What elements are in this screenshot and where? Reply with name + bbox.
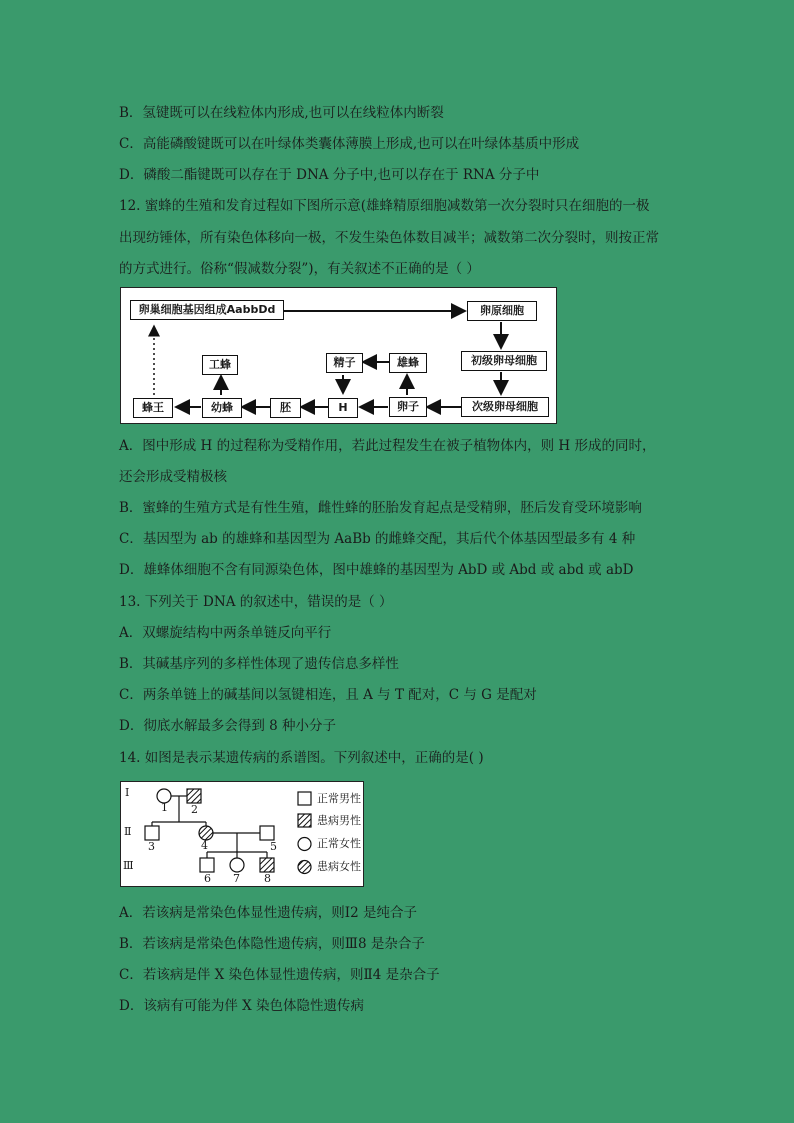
option-text: D．磷酸二酯键既可以存在于 DNA 分子中,也可以存在于 RNA 分子中 bbox=[119, 167, 540, 183]
individual-5-normal-male bbox=[260, 826, 274, 840]
generation-label: Ⅰ bbox=[125, 786, 130, 799]
individual-id: 6 bbox=[204, 872, 211, 885]
question-12-stem: 的方式进行。俗称“假减数分裂”)，有关叙述不正确的是（ ） bbox=[119, 261, 480, 277]
pedigree-chart bbox=[120, 781, 364, 887]
option-text: C．基因型为 ab 的雄蜂和基因型为 AaBb 的雌蜂交配，其后代个体基因型最多有 4 种 bbox=[119, 531, 636, 547]
legend-normal-male-symbol bbox=[298, 792, 311, 805]
node-H: H bbox=[328, 398, 358, 418]
option-text: 还会形成受精极核 bbox=[119, 469, 227, 485]
node-oogonium: 卵原细胞 bbox=[467, 301, 537, 321]
node-ovary-genotype: 卵巢细胞基因组成AabbDd bbox=[130, 300, 284, 320]
individual-id: 1 bbox=[161, 801, 168, 814]
individual-8-affected-male bbox=[260, 858, 274, 872]
generation-label: Ⅱ bbox=[124, 825, 132, 838]
node-egg: 卵子 bbox=[389, 397, 427, 417]
bee-reproduction-diagram bbox=[120, 287, 557, 424]
individual-3-normal-male bbox=[145, 826, 159, 840]
individual-id: 4 bbox=[201, 839, 208, 852]
legend-label: 患病女性 bbox=[317, 860, 361, 873]
question-12-stem: 12. 蜜蜂的生殖和发育过程如下图所示意(雄蜂精原细胞减数第一次分裂时只在细胞的一极 bbox=[119, 198, 650, 214]
individual-id: 8 bbox=[264, 872, 271, 885]
legend-affected-female-symbol bbox=[298, 861, 311, 874]
option-text: A．图中形成 H 的过程称为受精作用，若此过程发生在被子植物体内，则 H 形成的同时， bbox=[119, 438, 656, 454]
node-queen: 蜂王 bbox=[133, 398, 173, 418]
legend-label: 正常男性 bbox=[317, 792, 361, 805]
option-text: C．若该病是伴 X 染色体显性遗传病，则Ⅱ4 是杂合子 bbox=[119, 967, 440, 983]
legend-affected-male-symbol bbox=[298, 814, 311, 827]
legend-normal-female-symbol bbox=[298, 838, 311, 851]
node-drone: 雄蜂 bbox=[389, 353, 427, 373]
option-text: B．氢键既可以在线粒体内形成,也可以在线粒体内断裂 bbox=[119, 105, 444, 121]
individual-id: 5 bbox=[270, 840, 277, 853]
node-larva: 幼蜂 bbox=[202, 398, 242, 418]
option-text: D．该病有可能为伴 X 染色体隐性遗传病 bbox=[119, 998, 365, 1014]
individual-id: 7 bbox=[233, 872, 240, 885]
individual-6-normal-male bbox=[200, 858, 214, 872]
option-text: A．双螺旋结构中两条单链反向平行 bbox=[119, 625, 332, 641]
node-primary-oocyte: 初级卵母细胞 bbox=[461, 351, 547, 371]
option-text: B．若该病是常染色体隐性遗传病，则Ⅲ8 是杂合子 bbox=[119, 936, 425, 952]
question-14-stem: 14. 如图是表示某遗传病的系谱图。下列叙述中，正确的是( ) bbox=[119, 750, 484, 766]
individual-4-affected-female bbox=[199, 826, 213, 840]
option-text: D．彻底水解最多会得到 8 种小分子 bbox=[119, 718, 336, 734]
node-sperm: 精子 bbox=[326, 353, 363, 373]
option-text: B．蜜蜂的生殖方式是有性生殖，雌性蜂的胚胎发育起点是受精卵，胚后发育受环境影响 bbox=[119, 500, 642, 516]
option-text: D．雄蜂体细胞不含有同源染色体，图中雄蜂的基因型为 AbD 或 Abd 或 abd 或 abD bbox=[119, 562, 634, 578]
option-text: A．若该病是常染色体显性遗传病，则Ⅰ2 是纯合子 bbox=[119, 905, 417, 921]
option-text: C．两条单链上的碱基间以氢键相连，且 A 与 T 配对，C 与 G 是配对 bbox=[119, 687, 537, 703]
node-embryo: 胚 bbox=[270, 398, 301, 418]
question-13-stem: 13. 下列关于 DNA 的叙述中，错误的是（ ） bbox=[119, 594, 393, 610]
node-secondary-oocyte: 次级卵母细胞 bbox=[461, 397, 549, 417]
individual-7-normal-female bbox=[230, 858, 244, 872]
individual-2-affected-male bbox=[187, 789, 201, 803]
node-worker: 工蜂 bbox=[202, 355, 238, 375]
question-12-stem: 出现纺锤体，所有染色体移向一极，不发生染色体数目减半；减数第二次分裂时，则按正常 bbox=[119, 230, 659, 246]
option-text: C．高能磷酸键既可以在叶绿体类囊体薄膜上形成,也可以在叶绿体基质中形成 bbox=[119, 136, 580, 152]
generation-label: Ⅲ bbox=[123, 859, 134, 872]
individual-id: 2 bbox=[191, 803, 198, 816]
individual-id: 3 bbox=[148, 840, 155, 853]
legend-label: 正常女性 bbox=[317, 837, 361, 850]
legend-label: 患病男性 bbox=[317, 814, 361, 827]
option-text: B．其碱基序列的多样性体现了遗传信息多样性 bbox=[119, 656, 399, 672]
